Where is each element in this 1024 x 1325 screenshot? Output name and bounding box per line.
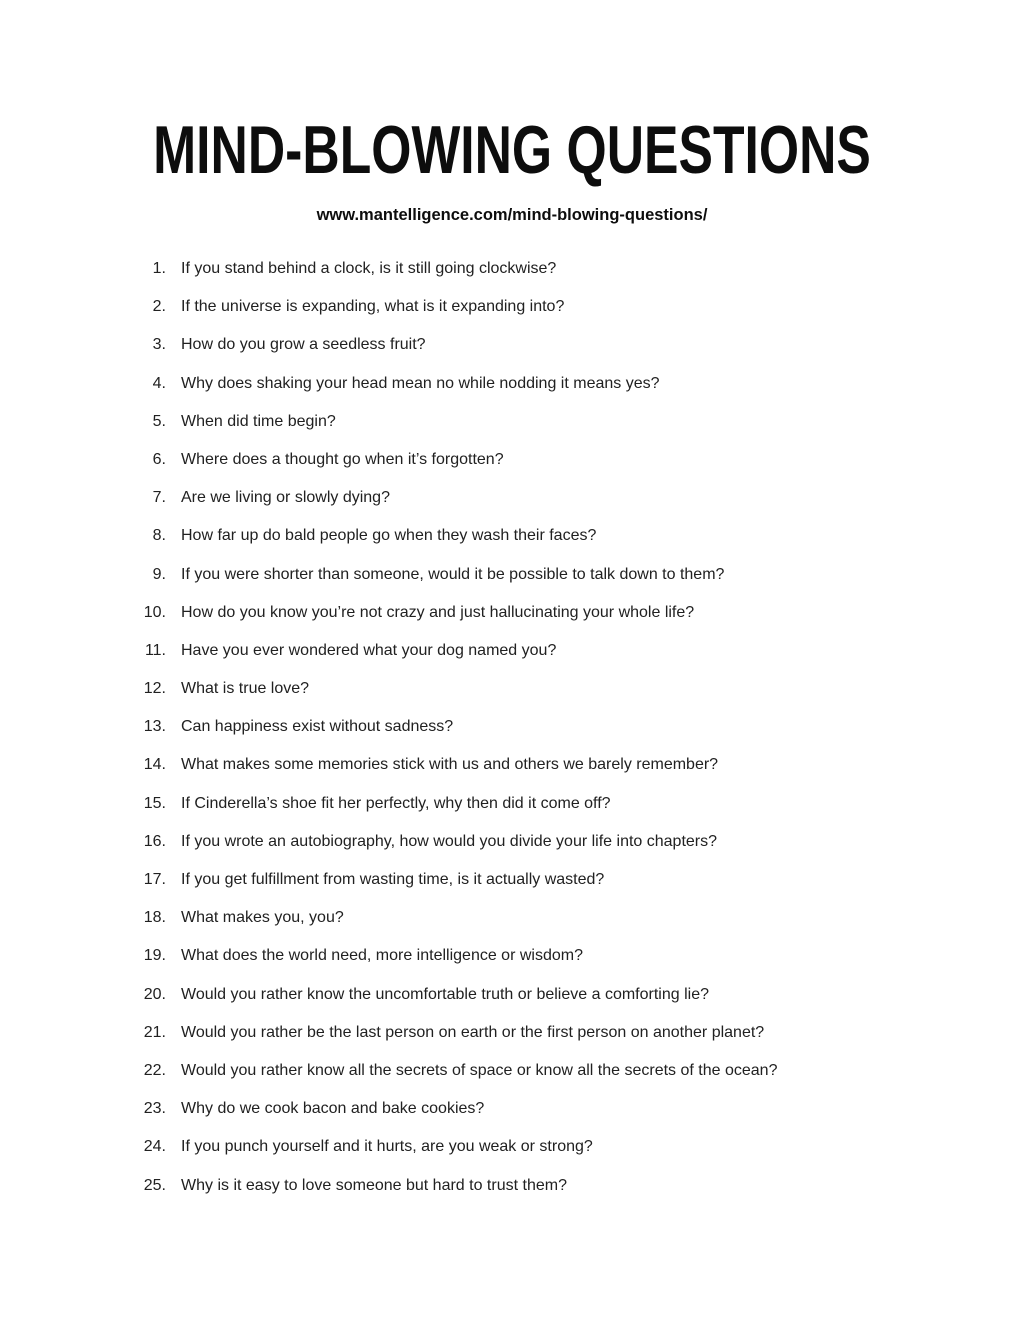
question-item	[134, 1177, 894, 1194]
question-item	[134, 375, 894, 392]
question-text: If you get fulfillment from wasting time, is it actually wasted?	[181, 871, 605, 888]
page-url: www.mantelligence.com/mind-blowing-questions/	[316, 206, 708, 224]
question-number: 10.	[143, 603, 166, 621]
question-number: 1.	[152, 260, 166, 277]
question-text: What is true love?	[181, 680, 310, 698]
question-item	[134, 986, 894, 1003]
question-item	[134, 718, 894, 735]
question-text: Why does shaking your head mean no while nodding it means yes?	[181, 374, 660, 392]
question-item	[134, 527, 894, 544]
question-number: 13.	[143, 718, 166, 736]
question-number: 16.	[143, 832, 166, 850]
question-item	[134, 336, 894, 353]
question-text: Would you rather be the last person on earth or the first person on another planet?	[181, 1023, 765, 1041]
question-number: 25.	[143, 1176, 166, 1194]
question-number: 4.	[152, 374, 166, 392]
question-item	[134, 489, 894, 506]
question-item	[134, 909, 894, 926]
question-number: 11.	[144, 641, 166, 659]
page-title: MIND-BLOWING QUESTIONS	[153, 112, 871, 188]
question-number: 21.	[143, 1023, 166, 1041]
question-number: 15.	[143, 794, 166, 812]
question-number: 3.	[152, 336, 166, 354]
question-item	[134, 1062, 894, 1079]
question-item	[134, 871, 894, 888]
question-item	[134, 833, 894, 850]
question-number: 6.	[152, 450, 166, 468]
question-text: What makes some memories stick with us and others we barely remember?	[181, 756, 719, 774]
question-text: If you were shorter than someone, would it be possible to talk down to them?	[181, 565, 725, 583]
question-text: How do you grow a seedless fruit?	[181, 336, 426, 354]
question-item	[134, 1100, 894, 1117]
question-item	[134, 451, 894, 468]
question-item	[134, 795, 894, 812]
question-item	[134, 604, 894, 621]
question-number: 24.	[143, 1138, 166, 1156]
question-number: 14.	[143, 756, 166, 774]
question-number: 5.	[152, 412, 166, 430]
question-number: 19.	[143, 947, 166, 965]
question-text: If the universe is expanding, what is it expanding into?	[181, 298, 565, 316]
question-number: 17.	[143, 871, 166, 888]
question-item	[134, 566, 894, 583]
question-text: Are we living or slowly dying?	[181, 489, 390, 507]
question-number: 8.	[152, 527, 166, 545]
question-item	[134, 756, 894, 773]
question-text: If you wrote an autobiography, how would you divide your life into chapters?	[181, 832, 718, 850]
question-item	[134, 680, 894, 697]
question-number: 23.	[143, 1100, 166, 1118]
question-item	[134, 642, 894, 659]
question-number: 20.	[143, 985, 166, 1003]
questions-list	[134, 260, 894, 1215]
question-item	[134, 1024, 894, 1041]
question-text: If Cinderella’s shoe fit her perfectly, why then did it come off?	[181, 794, 611, 812]
question-number: 7.	[152, 489, 166, 507]
question-number: 18.	[143, 909, 166, 927]
question-item	[134, 298, 894, 315]
question-text: Have you ever wondered what your dog named you?	[181, 641, 557, 659]
question-text: If you punch yourself and it hurts, are you weak or strong?	[181, 1138, 593, 1156]
question-text: How do you know you’re not crazy and just hallucinating your whole life?	[181, 603, 695, 621]
question-text: Where does a thought go when it’s forgotten?	[181, 450, 504, 468]
question-text: Why do we cook bacon and bake cookies?	[181, 1100, 485, 1118]
question-text: What makes you, you?	[181, 909, 344, 927]
question-text: Why is it easy to love someone but hard to trust them?	[181, 1176, 567, 1194]
question-text: What does the world need, more intelligence or wisdom?	[181, 947, 583, 965]
question-number: 9.	[152, 565, 166, 583]
question-text: Would you rather know all the secrets of space or know all the secrets of the ocean?	[181, 1061, 778, 1079]
question-text: Can happiness exist without sadness?	[181, 718, 454, 736]
question-text: When did time begin?	[181, 412, 336, 430]
question-item	[134, 947, 894, 964]
question-text: How far up do bald people go when they wash their faces?	[181, 527, 597, 545]
question-item	[134, 413, 894, 430]
question-item	[134, 1138, 894, 1155]
question-item	[134, 260, 894, 277]
question-text: Would you rather know the uncomfortable truth or believe a comforting lie?	[181, 985, 709, 1003]
question-number: 22.	[143, 1061, 166, 1079]
question-number: 12.	[143, 680, 166, 698]
question-number: 2.	[152, 298, 166, 316]
question-text: If you stand behind a clock, is it still going clockwise?	[181, 260, 557, 277]
